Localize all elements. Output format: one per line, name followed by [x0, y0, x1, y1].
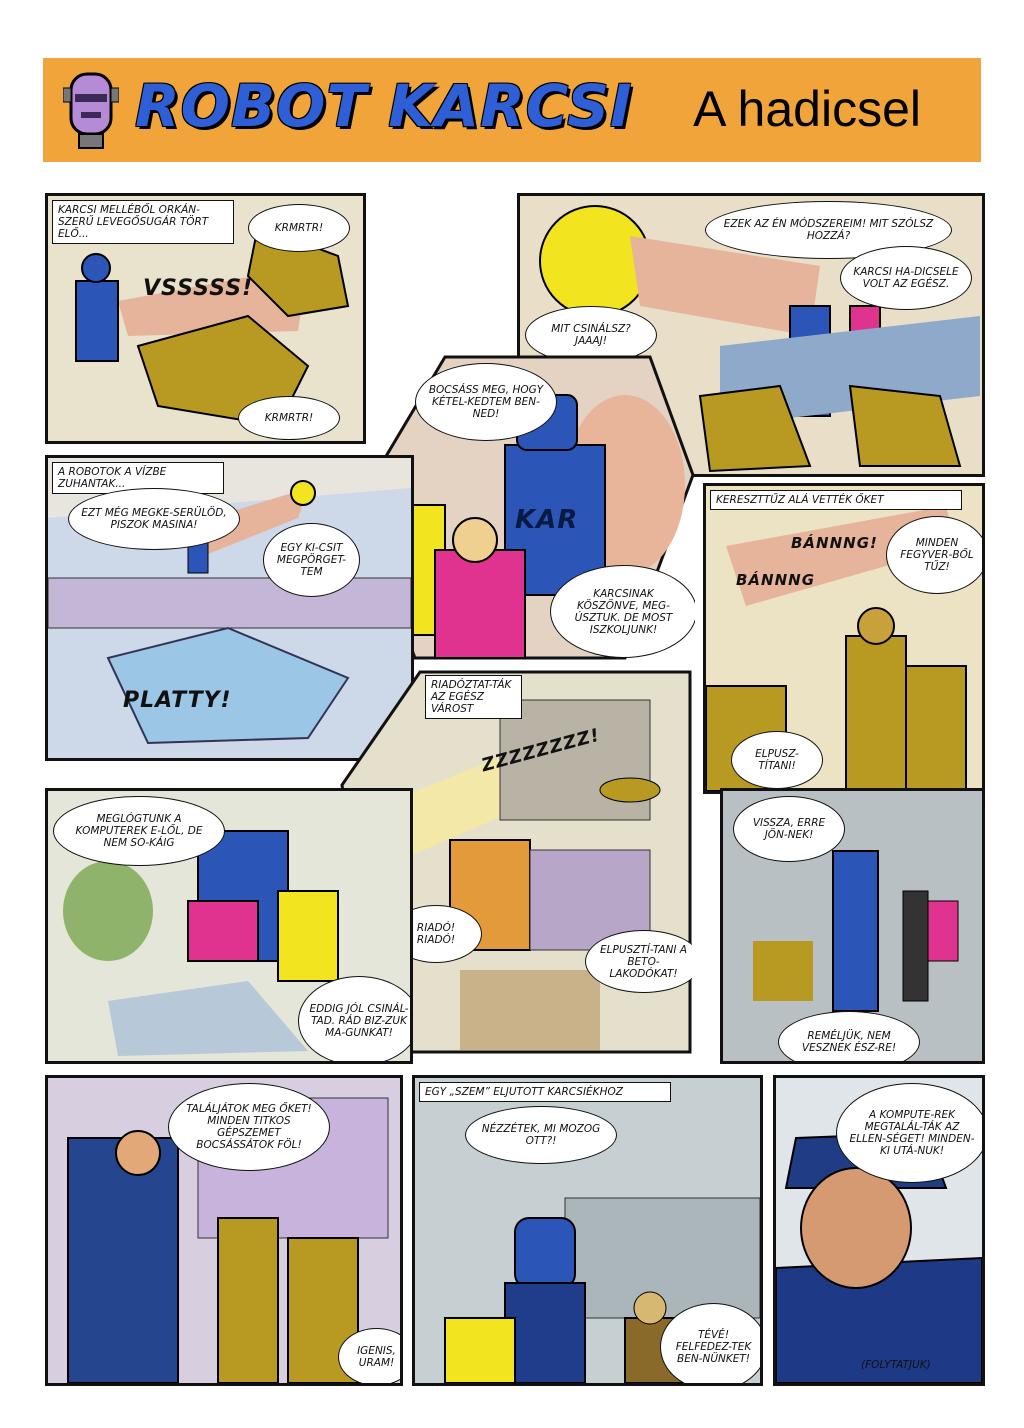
panel-5-bubble-bottom: ELPUSZ-TÍTANI!	[731, 731, 823, 789]
panel-4-sfx: PLATTY!	[123, 688, 232, 713]
panel-8	[720, 788, 985, 1064]
panel-11	[773, 1075, 985, 1386]
robot-head-logo	[63, 68, 119, 152]
panel-1	[45, 193, 366, 444]
panel-6-caption: RIADÓZTAT-TÁK AZ EGÉSZ VÁROST	[425, 675, 522, 719]
panel-8-bubble-top: VISSZA, ERRE JÖN-NEK!	[733, 796, 845, 862]
panel-5-caption: KERESZTTŰZ ALÁ VETTÉK ŐKET	[710, 490, 962, 510]
panel-7-caption-bubble: MEGLÓGTUNK A KOMPUTEREK E-LŐL, DE NEM SO-KÁIG	[53, 796, 225, 866]
panel-5-sfx-1: BÁNNNG!	[791, 534, 878, 552]
panel-9-bubble-bottom: IGENIS, URAM!	[338, 1328, 403, 1386]
panel-6-bubble-left: RIADÓ! RIADÓ!	[390, 905, 482, 963]
series-title: ROBOT KARCSI	[135, 72, 633, 140]
panel-5-sfx-2: BÁNNNG	[736, 571, 816, 589]
panel-9-bubble-top: TALÁLJÁTOK MEG ŐKET! MINDEN TITKOS GÉPSZEMET BOCSÁSSÁTOK FÖL!	[168, 1083, 330, 1171]
panel-1-sfx: VSSSSS!	[143, 276, 254, 301]
panel-2-bubble-flying: MIT CSINÁLSZ? JAAAJ!	[525, 306, 657, 364]
panel-2-bubble-robot: EZEK AZ ÉN MÓDSZEREIM! MIT SZÓLSZ HOZZÁ?	[705, 201, 952, 259]
panel-8-bubble-bottom: REMÉLJÜK, NEM VESZNEK ÉSZ-RE!	[778, 1011, 920, 1064]
panel-7-bubble-bottom: EDDIG JÓL CSINÁL-TAD. RÁD BIZ-ZUK MA-GUNKAT!	[298, 976, 413, 1064]
panel-3-bubble-top: BOCSÁSS MEG, HOGY KÉTEL-KEDTEM BEN-NED!	[415, 363, 557, 441]
panel-3-bubble-bottom: KARCSINAK KÖSZÖNVE, MEG-ÚSZTUK. DE MOST ISZKOLJUNK!	[550, 565, 695, 658]
panel-9	[45, 1075, 403, 1386]
panel-4-bubble-left: EZT MÉG MEGKE-SERÜLÖD, PISZOK MASINA!	[68, 488, 240, 550]
panel-1-bubble-top: KRMRTR!	[248, 204, 350, 252]
panel-11-caption: (FOLYTATJUK)	[861, 1359, 931, 1371]
panel-7	[45, 788, 413, 1064]
panel-4-caption: A ROBOTOK A VÍZBE ZUHANTAK...	[52, 462, 224, 494]
panel-2-bubble-boy: KARCSI HA-DICSELE VOLT AZ EGÉSZ.	[840, 246, 972, 310]
panel-5	[703, 483, 985, 794]
panel-1-caption: KARCSI MELLÉBŐL ORKÁN-SZERŰ LEVEGŐSUGÁR TÖRT ELŐ...	[52, 200, 234, 244]
panel-5-bubble-top: MINDEN FEGYVER-BŐL TŰZ!	[886, 516, 985, 594]
title-banner	[43, 58, 981, 162]
episode-title: A hadicsel	[693, 81, 921, 137]
panel-10-bubble-bottom: TÉVÉ! FELFEDEZ-TEK BEN-NÜNKET!	[660, 1303, 763, 1386]
panel-1-bubble-bottom: KRMRTR!	[238, 396, 340, 440]
panel-10-caption: EGY „SZEM” ELJUTOTT KARCSIÉKHOZ	[419, 1082, 671, 1102]
panel-6-bubble-right: ELPUSZTÍ-TANI A BETO-LAKODÓKAT!	[585, 930, 692, 993]
panel-11-bubble-top: A KOMPUTE-REK MEGTALÁL-TÁK AZ ELLEN-SÉGET! MINDEN-KI UTÁ-NUK!	[836, 1083, 985, 1183]
panel-6-sfx: ZZZZZZZZ!	[479, 724, 603, 777]
panel-10	[412, 1075, 763, 1386]
panel-3-chest-label: KAR	[515, 505, 579, 535]
panel-10-bubble-top: NÉZZÉTEK, MI MOZOG OTT?!	[465, 1106, 617, 1164]
panel-4-bubble-right: EGY KI-CSIT MEGPÖRGET-TEM	[263, 523, 360, 597]
